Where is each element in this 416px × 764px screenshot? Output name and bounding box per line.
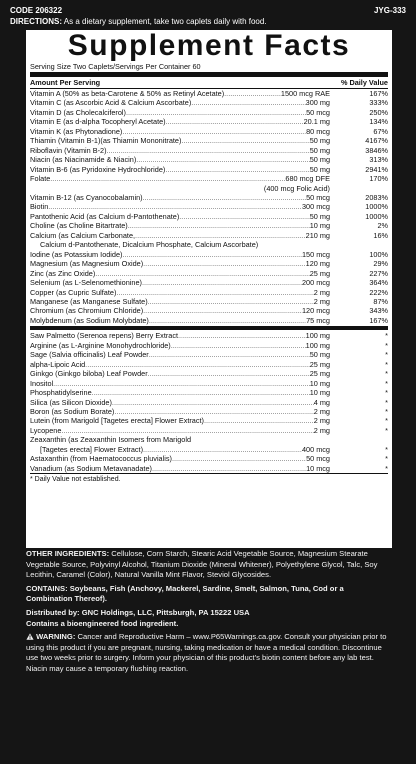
nutrient-daily-value: 250% xyxy=(369,107,388,117)
directions-label: DIRECTIONS: xyxy=(10,17,62,26)
nutrient-amount: 4 mg xyxy=(313,397,330,407)
vitamin-row xyxy=(30,89,388,98)
nutrient-daily-value: * xyxy=(385,388,388,398)
nutrient-amount: 50 mcg xyxy=(306,107,330,117)
nutrient-amount: 50 mg xyxy=(309,164,330,174)
label-header xyxy=(10,6,406,15)
nutrient-daily-value: 313% xyxy=(369,155,388,165)
vitamin-row xyxy=(30,221,388,230)
leader-dots xyxy=(114,407,313,416)
nutrient-name: Astaxanthin (from Haematococcus pluvialis) xyxy=(30,454,172,464)
leader-dots xyxy=(53,379,310,388)
leader-dots xyxy=(61,426,313,435)
nutrient-name: Vitamin K (as Phytonadione) xyxy=(30,126,123,136)
ingredient-row xyxy=(30,416,388,425)
nutrient-amount: 25 mg xyxy=(309,268,330,278)
nutrient-name: Lutein (from Marigold [Tagetes erecta] Flower Extract) xyxy=(30,416,204,426)
nutrient-name: Molybdenum (as Sodium Molybdate) xyxy=(30,315,149,325)
nutrient-daily-value: 167% xyxy=(369,315,388,325)
nutrient-name: Vitamin D (as Cholecalciferol) xyxy=(30,107,126,117)
nutrient-daily-value: * xyxy=(385,454,388,464)
nutrient-name: Vitamin B-6 (as Pyridoxine Hydrochloride) xyxy=(30,164,166,174)
vitamin-row xyxy=(30,127,388,136)
leader-dots xyxy=(92,388,310,397)
nutrient-daily-value: * xyxy=(385,444,388,454)
nutrient-name: Biotin xyxy=(30,202,49,212)
nutrient-amount: 50 mg xyxy=(309,136,330,146)
nutrient-name: Chromium (as Chromium Chloride) xyxy=(30,306,144,316)
nutrient-amount: 50 mcg xyxy=(306,192,330,202)
nutrient-amount: 10 mg xyxy=(309,388,330,398)
ingredient-row xyxy=(30,407,388,416)
ingredient-row xyxy=(30,341,388,350)
nutrient-amount: 300 mcg xyxy=(302,202,330,212)
nutrient-daily-value: * xyxy=(385,416,388,426)
label-bottom-text xyxy=(26,549,392,678)
nutrient-name: Ginkgo (Ginkgo biloba) Leaf Powder xyxy=(30,369,148,379)
warning-triangle-icon xyxy=(26,633,34,640)
vitamin-row xyxy=(30,155,388,164)
nutrient-amount: 100 mg xyxy=(305,340,330,350)
section-divider xyxy=(30,326,388,330)
vitamin-row xyxy=(30,108,388,117)
leader-dots xyxy=(48,202,302,211)
nutrient-daily-value: 222% xyxy=(369,287,388,297)
vitamin-row xyxy=(30,278,388,287)
nutrient-amount: 2 mg xyxy=(313,406,330,416)
vitamin-row xyxy=(30,316,388,325)
nutrient-daily-value: 2083% xyxy=(365,192,388,202)
other-ingredients xyxy=(26,549,392,581)
nutrient-amount: 80 mcg xyxy=(306,126,330,136)
ingredient-row xyxy=(30,350,388,359)
bioengineered-statement: Contains a bioengineered food ingredient. xyxy=(26,618,179,628)
nutrient-daily-value: * xyxy=(385,359,388,369)
leader-dots xyxy=(95,269,309,278)
nutrient-name: Pantothenic Acid (as Calcium d-Pantothenate) xyxy=(30,211,180,221)
nutrient-daily-value: 1000% xyxy=(365,202,388,212)
nutrient-name: Silica (as Silicon Dioxide) xyxy=(30,397,112,407)
nutrient-name: Riboflavin (Vitamin B-2) xyxy=(30,145,107,155)
directions xyxy=(10,17,406,26)
other-ingredient-rows xyxy=(26,331,392,473)
vitamin-row xyxy=(30,297,388,306)
vitamin-row xyxy=(30,212,388,221)
nutrient-amount: 210 mg xyxy=(305,230,330,240)
other-ingredients-text: Cellulose, Corn Starch, Stearic Acid Vegetable Source, Magnesium Stearate Vegetable Source, Polyvinyl Alcohol, Titanium Dioxide (Mineral Whitener), Polyethylene Glycol, Talc, Soy Lecithin, Caramel (Color), Natural Vanilla Mint Flavor, Steviol Glycosides. xyxy=(26,549,378,580)
nutrient-daily-value: * xyxy=(385,350,388,360)
ingredient-row xyxy=(30,445,388,454)
nutrient-daily-value xyxy=(330,184,388,193)
vitamin-row xyxy=(30,250,388,259)
nutrient-daily-value: 1000% xyxy=(365,211,388,221)
ingredient-row xyxy=(30,426,388,435)
leader-dots xyxy=(143,193,306,202)
nutrient-amount: 20.1 mg xyxy=(303,117,330,127)
nutrient-name: Inositol xyxy=(30,378,54,388)
nutrient-name: Vitamin E (as d-alpha Tocopheryl Acetate) xyxy=(30,117,166,127)
nutrient-amount: 400 mcg xyxy=(302,444,330,454)
nutrient-name xyxy=(30,184,40,193)
leader-dots xyxy=(152,464,306,473)
serving-size: Serving Size Two Caplets/Servings Per Container 60 xyxy=(30,62,201,71)
nutrient-amount: 50 mcg xyxy=(306,454,330,464)
nutrient-daily-value: * xyxy=(385,406,388,416)
nutrient-amount: 2 mg xyxy=(313,287,330,297)
other-ingredients-label: OTHER INGREDIENTS: xyxy=(26,549,110,558)
ingredient-row xyxy=(30,464,388,473)
nutrient-amount: 50 mg xyxy=(309,211,330,221)
warning xyxy=(26,632,392,674)
amount-per-serving-header: Amount Per Serving xyxy=(30,78,101,87)
nutrient-name: Niacin (as Niacinamide & Niacin) xyxy=(30,155,137,165)
leader-dots xyxy=(122,127,306,136)
leader-dots xyxy=(142,278,302,287)
vitamin-row xyxy=(30,259,388,268)
leader-dots xyxy=(224,89,281,98)
directions-text: As a dietary supplement, take two caplets daily with food. xyxy=(63,17,267,26)
nutrient-name: Folate xyxy=(30,174,51,184)
nutrient-daily-value: 167% xyxy=(369,89,388,98)
ingredient-row xyxy=(30,398,388,407)
nutrient-name: Lycopene xyxy=(30,425,62,435)
leader-dots xyxy=(179,212,309,221)
nutrient-name: [Tagetes erecta] Flower Extract) xyxy=(40,444,144,454)
nutrient-amount: 25 mg xyxy=(309,359,330,369)
nutrient-name: Choline (as Choline Bitartrate) xyxy=(30,221,128,231)
allergen-statement: CONTAINS: Soybeans, Fish (Anchovy, Mackerel, Sardine, Smelt, Salmon, Tuna, Cod or a Combination Thereof). xyxy=(26,583,344,604)
facts-title: Supplement Facts xyxy=(67,29,351,62)
nutrient-daily-value: * xyxy=(385,378,388,388)
nutrient-amount: 10 mg xyxy=(309,221,330,231)
nutrient-daily-value: 364% xyxy=(369,278,388,288)
nutrient-amount: 75 mcg xyxy=(306,315,330,325)
leader-dots xyxy=(181,136,309,145)
nutrient-amount: 2 mg xyxy=(313,416,330,426)
nutrient-name: Magnesium (as Magnesium Oxide) xyxy=(30,259,144,269)
nutrient-daily-value: * xyxy=(385,331,388,341)
leader-dots xyxy=(112,398,314,407)
vitamin-row xyxy=(30,231,388,240)
nutrient-name: Copper (as Cupric Sulfate) xyxy=(30,287,117,297)
nutrient-daily-value: 343% xyxy=(369,306,388,316)
distributor: Distributed by: GNC Holdings, LLC, Pittsburgh, PA 15222 USA xyxy=(26,607,250,617)
nutrient-name: Boron (as Sodium Borate) xyxy=(30,406,115,416)
ingredient-row xyxy=(30,331,388,340)
vitamin-row xyxy=(30,146,388,155)
nutrient-daily-value: * xyxy=(385,463,388,473)
nutrient-daily-value: * xyxy=(385,340,388,350)
leader-dots xyxy=(143,306,302,315)
product-code: CODE 206322 xyxy=(10,6,63,15)
vitamin-row xyxy=(30,306,388,315)
nutrient-name: Calcium (as Calcium Carbonate, xyxy=(30,230,136,240)
nutrient-name: Sage (Salvia officinalis) Leaf Powder xyxy=(30,350,149,360)
leader-dots xyxy=(116,288,313,297)
nutrient-daily-value: 333% xyxy=(369,98,388,108)
leader-dots xyxy=(165,165,309,174)
leader-dots xyxy=(107,146,310,155)
nutrient-amount: 10 mg xyxy=(309,378,330,388)
nutrient-name: Vitamin A (50% as beta-Carotene & 50% as Retinyl Acetate) xyxy=(30,89,225,98)
leader-dots xyxy=(85,360,310,369)
vitamin-row xyxy=(30,269,388,278)
nutrient-name: Selenium (as L-Selenomethionine) xyxy=(30,278,142,288)
nutrient-name: Thiamin (Vitamin B-1)(as Thiamin Mononitrate) xyxy=(30,136,182,146)
nutrient-amount: 50 mg xyxy=(309,350,330,360)
nutrient-amount: 150 mcg xyxy=(302,249,330,259)
leader-dots xyxy=(204,416,314,425)
nutrient-daily-value: 2941% xyxy=(365,164,388,174)
nutrient-amount: 120 mcg xyxy=(302,306,330,316)
vitamin-row xyxy=(30,174,388,183)
nutrient-amount: 100 mg xyxy=(305,331,330,341)
leader-dots xyxy=(135,231,306,240)
leader-dots xyxy=(172,454,306,463)
nutrient-amount: 200 mcg xyxy=(302,278,330,288)
warning-label: WARNING: xyxy=(36,632,76,642)
nutrient-name: Vitamin C (as Ascorbic Acid & Calcium Ascorbate) xyxy=(30,98,192,108)
vitamin-row xyxy=(30,98,388,107)
nutrient-amount: 10 mcg xyxy=(306,463,330,473)
leader-dots xyxy=(148,369,310,378)
nutrient-amount: 2 mg xyxy=(313,296,330,306)
leader-dots xyxy=(136,155,309,164)
leader-dots xyxy=(166,117,304,126)
nutrient-daily-value: * xyxy=(385,425,388,435)
leader-dots xyxy=(178,331,306,340)
nutrient-name: alpha-Lipoic Acid xyxy=(30,359,86,369)
ingredient-row xyxy=(30,435,388,444)
nutrient-daily-value: * xyxy=(385,397,388,407)
nutrient-daily-value: 4167% xyxy=(365,136,388,146)
nutrient-amount: 120 mg xyxy=(305,259,330,269)
nutrient-name: Saw Palmetto (Serenoa repens) Berry Extract xyxy=(30,331,179,341)
nutrient-daily-value: 29% xyxy=(373,259,388,269)
nutrient-amount: 300 mg xyxy=(305,98,330,108)
nutrient-daily-value: 170% xyxy=(369,174,388,184)
vitamin-row xyxy=(30,193,388,202)
nutrient-amount: 25 mg xyxy=(309,369,330,379)
vitamin-row xyxy=(30,136,388,145)
nutrient-name: Vanadium (as Sodium Metavanadate) xyxy=(30,463,152,473)
nutrient-name: Arginine (as L-Arginine Monohydrochloride) xyxy=(30,340,171,350)
nutrient-amount: 1500 mcg RAE xyxy=(280,89,330,98)
vitamin-row xyxy=(30,117,388,126)
supplement-facts-panel xyxy=(26,30,392,548)
nutrient-daily-value: 100% xyxy=(369,249,388,259)
nutrient-name: Manganese (as Manganese Sulfate) xyxy=(30,296,148,306)
nutrient-daily-value: 87% xyxy=(373,296,388,306)
leader-dots xyxy=(122,250,302,259)
nutrient-name: Zeaxanthin (as Zeaxanthin Isomers from Marigold xyxy=(30,435,192,445)
daily-value-header: % Daily Value xyxy=(340,78,388,87)
warning-text: Cancer and Reproductive Harm – www.P65Warnings.ca.gov. Consult your physician prior to using this product if you are pregnant, nursing, taking medication or have a medical condition. Discontinue use two weeks prior to surgery. Inform your physician of this product's biotin content before any lab test. Niacin may cause a temporary flushing reaction. xyxy=(26,632,387,673)
nutrient-daily-value: 67% xyxy=(373,126,388,136)
vitamin-row xyxy=(30,288,388,297)
vitamin-row xyxy=(30,202,388,211)
nutrient-name: Phosphatidylserine xyxy=(30,388,92,398)
leader-dots xyxy=(149,350,310,359)
nutrient-amount: 50 mg xyxy=(309,145,330,155)
column-header xyxy=(26,77,392,88)
nutrient-amount: 50 mg xyxy=(309,155,330,165)
nutrient-name: Zinc (as Zinc Oxide) xyxy=(30,268,96,278)
nutrient-daily-value: 3846% xyxy=(365,145,388,155)
nutrient-name: Iodine (as Potassium Iodide) xyxy=(30,249,123,259)
nutrient-daily-value: 134% xyxy=(369,117,388,127)
nutrient-daily-value xyxy=(330,435,388,444)
vitamin-row xyxy=(30,240,388,249)
leader-dots xyxy=(148,297,314,306)
nutrient-amount: 680 mcg DFE xyxy=(285,174,330,184)
ingredient-row xyxy=(30,388,388,397)
nutrient-amount: 2 mg xyxy=(313,425,330,435)
nutrient-daily-value: 227% xyxy=(369,268,388,278)
nutrient-name: Calcium d-Pantothenate, Dicalcium Phosphate, Calcium Ascorbate) xyxy=(40,240,259,250)
leader-dots xyxy=(143,445,302,454)
nutrient-daily-value xyxy=(330,240,388,249)
nutrient-amount: (400 mcg Folic Acid) xyxy=(263,183,330,193)
leader-dots xyxy=(143,259,306,268)
leader-dots xyxy=(126,108,306,117)
leader-dots xyxy=(50,174,285,183)
ingredient-row xyxy=(30,454,388,463)
leader-dots xyxy=(128,221,310,230)
leader-dots xyxy=(171,341,306,350)
lot-code: JYG-333 xyxy=(373,6,406,15)
ingredient-row xyxy=(30,369,388,378)
vitamin-row xyxy=(30,184,388,193)
vitamin-row xyxy=(30,165,388,174)
ingredient-row xyxy=(30,379,388,388)
vitamin-rows xyxy=(26,89,392,325)
nutrient-name: Vitamin B-12 (as Cyanocobalamin) xyxy=(30,192,143,202)
nutrient-daily-value: 2% xyxy=(377,221,388,231)
footnote: * Daily Value not established. xyxy=(30,476,121,484)
leader-dots xyxy=(191,98,305,107)
nutrient-daily-value: * xyxy=(385,369,388,379)
nutrient-daily-value: 16% xyxy=(373,230,388,240)
leader-dots xyxy=(149,316,306,325)
ingredient-row xyxy=(30,360,388,369)
